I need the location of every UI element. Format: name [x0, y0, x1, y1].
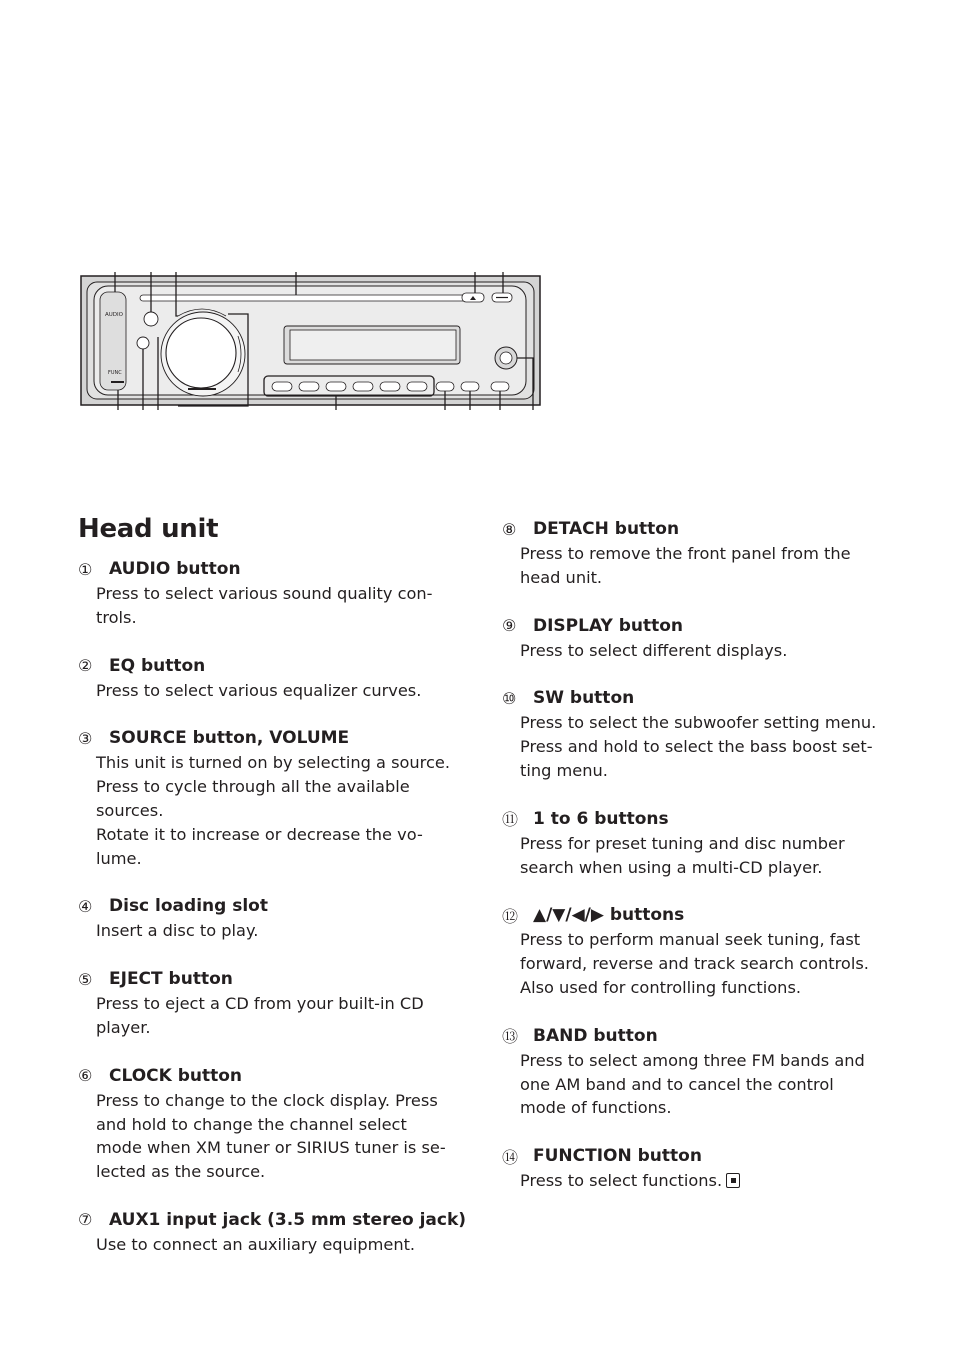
item-title: 1 to 6 buttons	[533, 808, 669, 829]
item-number: ⑪	[502, 810, 519, 830]
item	[502, 1143, 894, 1193]
preset-button-4	[353, 382, 373, 391]
item-header	[78, 653, 468, 679]
func-label: FUNC	[108, 370, 122, 376]
preset-button-5	[380, 382, 400, 391]
end-of-section-icon	[726, 1173, 740, 1188]
item-description-text: Press to change to the clock display. Press and hold to change the channel select mode when XM tuner or SIRIUS tuner is se- lected as the source.	[96, 1090, 446, 1182]
item-description-text: Press to select among three FM bands and one AM band and to cancel the control mode of functions.	[520, 1050, 865, 1118]
volume-knob	[166, 318, 236, 388]
item-description-text: Press to select various sound quality con- trols.	[96, 584, 433, 627]
clock-button	[137, 337, 149, 349]
item-description-text: This unit is turned on by selecting a source. Press to cycle through all the available sources. Rotate it to increase or decrease the vo- lume.	[96, 753, 450, 868]
item-header	[502, 613, 894, 639]
item-description-text: Press to select different displays.	[520, 640, 788, 660]
item-description-text: Press to select the subwoofer setting menu. Press and hold to select the bass boost set- ting menu.	[520, 713, 877, 780]
item-header	[78, 893, 468, 919]
item-title: EJECT button	[109, 969, 233, 990]
item-title: ▲/▼/◀/▶ buttons	[533, 905, 685, 926]
item-description-text: Press to select various equalizer curves.	[96, 680, 422, 700]
right-column	[502, 516, 894, 1216]
item-number: ⑨	[502, 616, 517, 636]
item-header	[78, 1207, 468, 1233]
item	[502, 613, 894, 663]
item-header	[502, 806, 894, 832]
item-description-text: Insert a disc to play.	[96, 921, 259, 941]
item-number: ⑭	[502, 1147, 519, 1167]
preset-button-1	[272, 382, 292, 391]
item	[502, 806, 894, 880]
item	[502, 685, 894, 782]
item-description-text: Use to connect an auxiliary equipment.	[96, 1234, 416, 1254]
item-title: Disc loading slot	[109, 896, 268, 917]
item-description	[520, 711, 894, 782]
item-description	[520, 928, 894, 999]
item-title: DETACH button	[533, 519, 680, 539]
item-description	[520, 639, 894, 663]
item-number: ①	[78, 559, 93, 579]
item-number: ⑬	[502, 1027, 519, 1047]
display-screen	[290, 330, 456, 360]
item-description	[520, 542, 894, 590]
item-header	[502, 1143, 894, 1169]
item	[78, 966, 468, 1040]
item-description	[96, 1233, 468, 1257]
preset-button-6	[407, 382, 427, 391]
item	[78, 725, 468, 870]
item-number: ④	[78, 896, 93, 916]
item-number: ⑦	[78, 1210, 93, 1230]
item-description-text: Press for preset tuning and disc number search when using a multi-CD player.	[520, 833, 845, 877]
item-number: ②	[78, 656, 93, 676]
item	[78, 1207, 468, 1257]
item-description	[96, 751, 468, 870]
sw-button	[436, 382, 454, 391]
item-title: AUDIO button	[109, 559, 241, 579]
display-button	[461, 382, 479, 391]
preset-button-2	[299, 382, 319, 391]
item-header	[78, 966, 468, 992]
item-title: DISPLAY button	[533, 615, 684, 636]
item-number: ⑥	[78, 1066, 93, 1086]
item-title: AUX1 input jack (3.5 mm stereo jack)	[109, 1209, 467, 1230]
item-title: EQ button	[109, 655, 206, 676]
left-column	[78, 556, 468, 1280]
item	[502, 1023, 894, 1120]
item	[502, 902, 894, 999]
item-header	[502, 516, 894, 542]
item-description-text: Press to perform manual seek tuning, fast forward, reverse and track search controls. Also used for controlling functions.	[520, 930, 869, 997]
item-title: CLOCK button	[109, 1065, 243, 1086]
item-header	[502, 902, 894, 928]
preset-button-3	[326, 382, 346, 391]
section-title: Head unit	[78, 514, 219, 544]
item-header	[502, 1023, 894, 1049]
right-function-buttons	[436, 382, 509, 391]
head-unit-diagram	[78, 272, 544, 410]
item-description	[520, 832, 894, 880]
item-number: ⑩	[502, 688, 517, 708]
band-button	[491, 382, 509, 391]
item-title: FUNCTION button	[533, 1146, 702, 1167]
item-description-text: Press to remove the front panel from the head unit.	[520, 544, 851, 587]
item-title: SW button	[533, 688, 635, 709]
item-description-text: Press to select functions.	[520, 1171, 723, 1191]
item-title: BAND button	[533, 1025, 658, 1046]
eq-button	[144, 312, 158, 326]
item-description	[96, 992, 468, 1040]
item-number: ⑫	[502, 906, 519, 926]
audio-label: AUDIO	[105, 312, 123, 318]
item-description	[96, 582, 468, 630]
item-description	[520, 1169, 894, 1193]
item-header	[78, 556, 468, 582]
item-description-text: Press to eject a CD from your built-in CD player.	[96, 994, 424, 1037]
item-description	[96, 679, 468, 703]
disc-loading-slot	[140, 295, 470, 301]
item-description	[96, 1089, 468, 1184]
item-header	[78, 725, 468, 751]
item-description	[96, 919, 468, 943]
item-description	[520, 1049, 894, 1120]
item-header	[78, 1063, 468, 1089]
item-number: ⑧	[502, 519, 517, 539]
item-title: SOURCE button, VOLUME	[109, 728, 350, 749]
item	[502, 516, 894, 590]
item-header	[502, 685, 894, 711]
item	[78, 556, 468, 630]
item-number: ③	[78, 728, 93, 748]
item-number: ⑤	[78, 969, 93, 989]
aux-jack-hole	[500, 352, 512, 364]
item	[78, 893, 468, 943]
item	[78, 653, 468, 703]
item	[78, 1063, 468, 1184]
